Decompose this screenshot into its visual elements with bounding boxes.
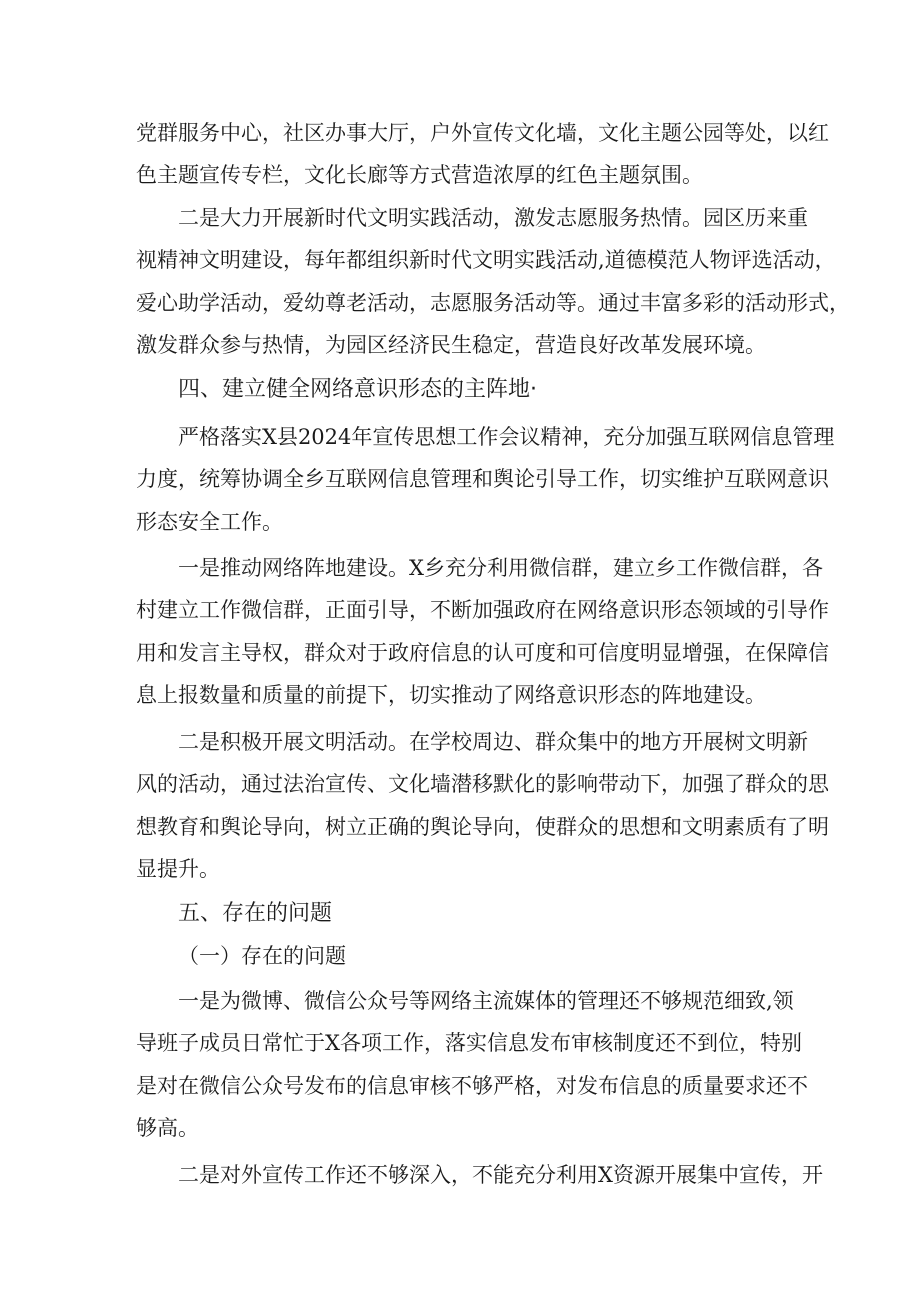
- paragraph-line: 显提升。: [136, 857, 220, 881]
- paragraph-line: 一是为微博、微信公众号等网络主流媒体的管理还不够规范细致,领: [178, 989, 794, 1013]
- paragraph-line: 二是积极开展文明活动。在学校周边、群众集中的地方开展树文明新: [178, 730, 808, 754]
- paragraph-line: 色主题宣传专栏，文化长廊等方式营造浓厚的红色主题氛围。: [136, 163, 703, 187]
- paragraph-line: 爱心助学活动，爱幼尊老活动，志愿服务活动等。通过丰富多彩的活动形式，: [136, 291, 850, 315]
- paragraph-line: 风的活动，通过法治宣传、文化墙潜移默化的影响带动下，加强了群众的思: [136, 772, 829, 796]
- paragraph-line: 激发群众参与热情，为园区经济民生稳定，营造良好改革发展环境。: [136, 333, 766, 357]
- paragraph-line: 二是对外宣传工作还不够深入，不能充分利用X资源开展集中宣传，开: [178, 1163, 823, 1187]
- paragraph-line: 想教育和舆论导向，树立正确的舆论导向，使群众的思想和文明素质有了明: [136, 815, 829, 839]
- paragraph-line: 用和发言主导权，群众对于政府信息的认可度和可信度明显增强，在保障信: [136, 641, 829, 665]
- paragraph-line: 够高。: [136, 1116, 199, 1140]
- paragraph-line: 息上报数量和质量的前提下，切实推动了网络意识形态的阵地建设。: [136, 683, 766, 707]
- paragraph-line: 严格落实X县2024年宣传思想工作会议精神，充分加强互联网信息管理: [178, 425, 835, 449]
- paragraph-line: 是对在微信公众号发布的信息审核不够严格，对发布信息的质量要求还不: [136, 1074, 808, 1098]
- section-heading: 四、建立健全网络意识形态的主阵地·: [178, 377, 537, 402]
- section-heading: 五、存在的问题: [178, 901, 333, 926]
- paragraph-line: 一是推动网络阵地建设。X乡充分利用微信群，建立乡工作微信群，各: [178, 556, 823, 580]
- subsection-heading: （一）存在的问题: [178, 944, 346, 968]
- paragraph-line: 导班子成员日常忙于X各项工作，落实信息发布审核制度还不到位，特别: [136, 1031, 802, 1055]
- paragraph-line: 村建立工作微信群，正面引导，不断加强政府在网络意识形态领域的引导作: [136, 598, 829, 622]
- paragraph-line: 党群服务中心，社区办事大厅，户外宣传文化墙，文化主题公园等处，以红: [136, 121, 829, 145]
- paragraph-line: 视精神文明建设，每年都组织新时代文明实践活动,道德模范人物评选活动，: [136, 248, 836, 272]
- paragraph-line: 形态安全工作。: [136, 510, 283, 534]
- paragraph-line: 二是大力开展新时代文明实践活动，激发志愿服务热情。园区历来重: [178, 206, 808, 230]
- paragraph-line: 力度，统筹协调全乡互联网信息管理和舆论引导工作，切实维护互联网意识: [136, 467, 829, 491]
